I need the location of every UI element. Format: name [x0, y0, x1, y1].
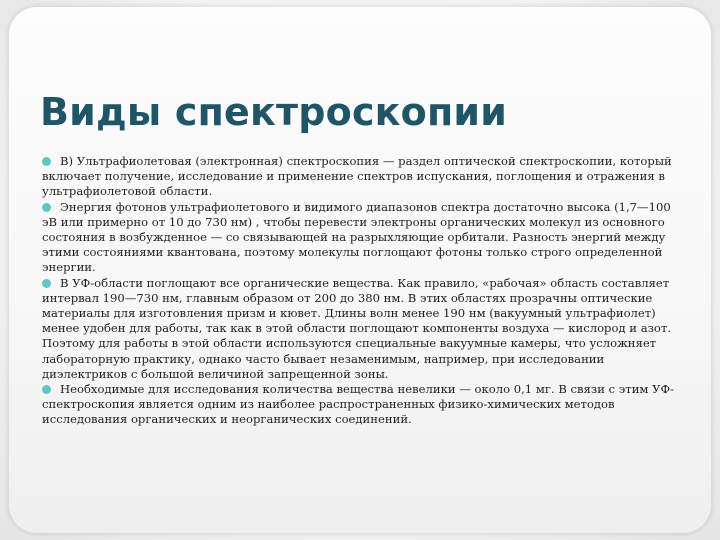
- bullet-text: В) Ультрафиолетовая (электронная) спектроскопия — раздел оптической спектроскопии, который включает получение, исследование и применение спектров испускания, поглощения и отражения в ультрафиолетовой области.: [42, 154, 672, 199]
- bullet-item: [42, 382, 682, 428]
- bullet-item: [42, 154, 682, 200]
- slide-title: Виды спектроскопии: [40, 90, 508, 134]
- bullet-dot-icon: [42, 203, 51, 212]
- bullet-list: [42, 154, 682, 428]
- bullet-item: [42, 276, 682, 382]
- bullet-text: В УФ-области поглощают все органические вещества. Как правило, «рабочая» область составляет интервал 190—730 нм, главным образом от 200 до 380 нм. В этих областях прозрачны оптические материалы для изготовления призм и кювет. Длины волн менее 190 нм (вакуумный ультрафиолет) менее удобен для работы, так как в этой области поглощают компоненты воздуха — кислород и азот. Поэтому для работы в этой области используются специальные вакуумные камеры, что усложняет лабораторную практику, однако часто бывает незаменимым, например, при исследовании диэлектриков с большой величиной запрещенной зоны.: [42, 275, 672, 381]
- bullet-text: Энергия фотонов ультрафиолетового и видимого диапазонов спектра достаточно высока (1,7—100 эВ или примерно от 10 до 730 нм) , чтобы перевести электроны органических молекул из основного состояния в возбужденное — со связывающей на разрыхляющие орбитали. Разность энергий между этими состояниями квантована, поэтому молекулы поглощают фотоны только строго определенной энергии.: [42, 199, 671, 275]
- bullet-dot-icon: [42, 279, 51, 288]
- bullet-item: [42, 200, 682, 276]
- bullet-dot-icon: [42, 157, 51, 166]
- bullet-text: Необходимые для исследования количества вещества невелики — около 0,1 мг. В связи с этим УФ-спектроскопия является одним из наиболее распространенных физико-химических методов исследования органических и неорганических соединений.: [42, 382, 675, 427]
- bullet-dot-icon: [42, 385, 51, 394]
